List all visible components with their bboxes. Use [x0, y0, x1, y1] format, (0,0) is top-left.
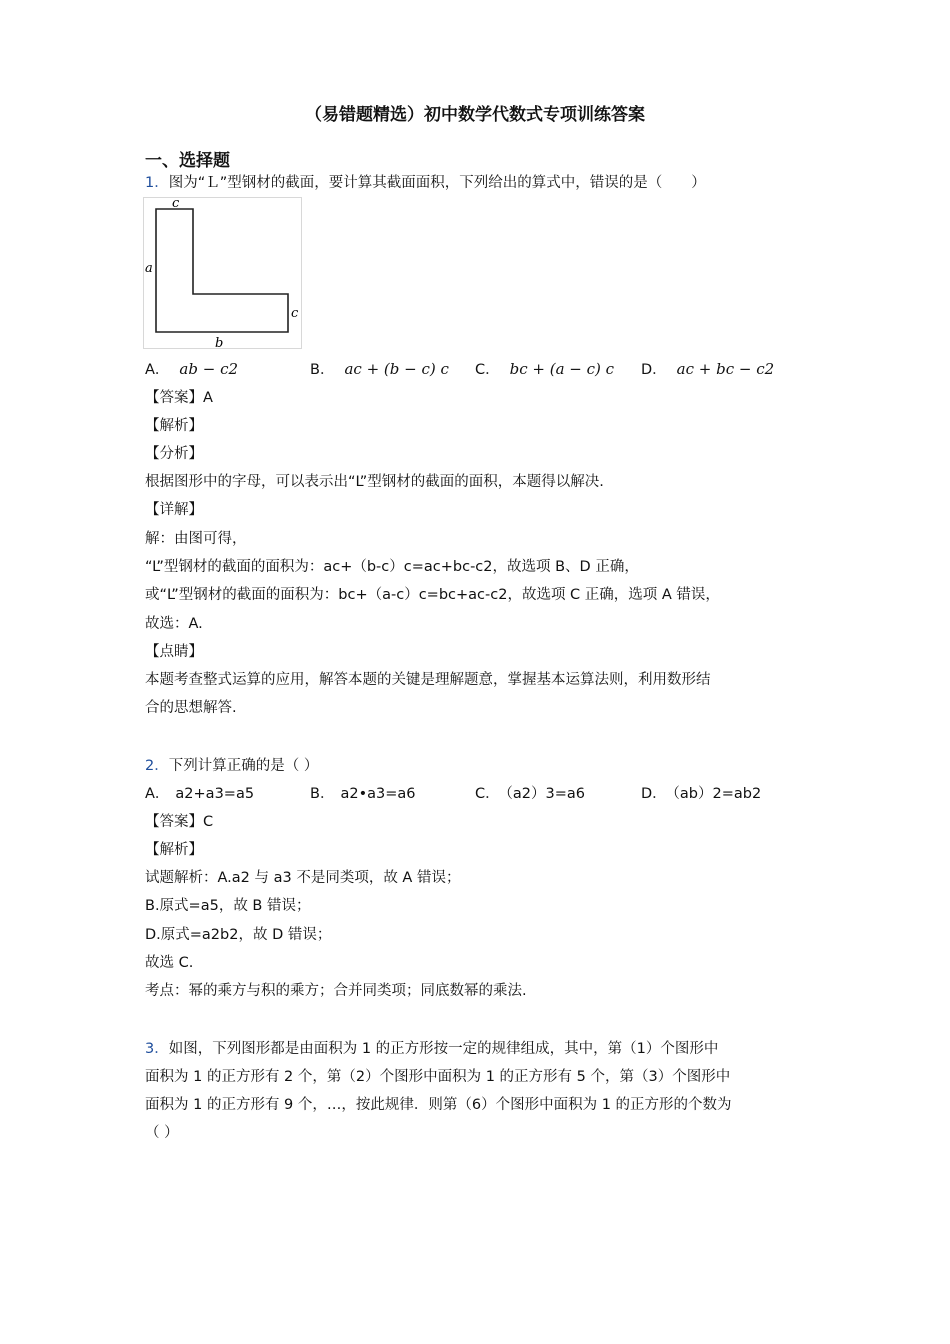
- option-expr: （a2）3=a6: [505, 786, 585, 802]
- option-label: C．: [475, 786, 500, 802]
- q3-line: （ ）: [145, 1125, 179, 1141]
- question-1: [145, 173, 706, 193]
- question-number: 3．: [145, 1041, 169, 1057]
- option-label: D．: [641, 362, 667, 378]
- l-shape-diagram: [144, 198, 301, 348]
- q1-option-d: [641, 359, 774, 380]
- q2-analysis-head: 【解析】: [145, 842, 203, 858]
- option-label: A．: [145, 362, 170, 378]
- q1-option-a: [145, 359, 238, 380]
- q3-line: 面积为 1 的正方形有 9 个，…，按此规律．则第（6）个图形中面积为 1 的正方形的个数为: [145, 1097, 732, 1113]
- option-expr: bc + (a − c) c: [509, 360, 615, 378]
- section-heading: 一、选择题: [145, 151, 230, 171]
- question-2: [145, 756, 318, 776]
- option-expr: a2+a3=a5: [175, 786, 255, 802]
- q2-answer: 【答案】C: [145, 814, 214, 830]
- q2-line: 考点：幂的乘方与积的乘方；合并同类项；同底数幂的乘法.: [145, 983, 527, 999]
- label-a: a: [145, 261, 153, 276]
- q1-analysis-head: 【解析】: [145, 418, 203, 434]
- q2-line: D.原式=a2b2，故 D 错误；: [145, 927, 332, 943]
- q1-option-c: [475, 359, 614, 380]
- question-text: 图为“Ｌ”型钢材的截面，要计算其截面面积，下列给出的算式中，错误的是（ ）: [168, 175, 706, 191]
- question-3: [145, 1039, 718, 1059]
- q2-line: 试题解析：A.a2 与 a3 不是同类项，故 A 错误；: [145, 870, 461, 886]
- option-label: C．: [475, 362, 500, 378]
- option-expr: a2•a3=a6: [340, 786, 416, 802]
- q1-answer: 【答案】A: [145, 390, 213, 406]
- q1-xiangjie-line: 故选：A.: [145, 616, 203, 632]
- q1-dianjing-head: 【点睛】: [145, 644, 203, 660]
- label-b: b: [215, 336, 224, 348]
- q1-xiangjie-line: “L”型钢材的截面的面积为：ac+（b-c）c=ac+bc-c2，故选项 B、D 正确，: [145, 559, 639, 575]
- q2-line: 故选 C.: [145, 955, 194, 971]
- q3-line: 面积为 1 的正方形有 2 个，第（2）个图形中面积为 1 的正方形有 5 个，第（3）个图形中: [145, 1069, 731, 1085]
- option-label: B．: [310, 786, 335, 802]
- question-number: 2．: [145, 758, 169, 774]
- q1-xiangjie-line: 解：由图可得，: [145, 531, 247, 547]
- q2-line: B.原式=a5，故 B 错误；: [145, 898, 311, 914]
- option-label: B．: [310, 362, 335, 378]
- option-label: D．: [641, 786, 667, 802]
- page-title: （易错题精选）初中数学代数式专项训练答案: [305, 105, 645, 125]
- q1-fenxi: 根据图形中的字母，可以表示出“L”型钢材的截面的面积，本题得以解决.: [145, 474, 604, 490]
- option-label: A．: [145, 786, 170, 802]
- q1-fenxi-head: 【分析】: [145, 446, 203, 462]
- l-shape-figure: [143, 197, 302, 349]
- question-text: 如图，下列图形都是由面积为 1 的正方形按一定的规律组成，其中，第（1）个图形中: [168, 1041, 719, 1057]
- q1-xiangjie-head: 【详解】: [145, 502, 203, 518]
- q1-xiangjie-line: 或“L”型钢材的截面的面积为：bc+（a-c）c=bc+ac-c2，故选项 C 正确，选项 A 错误，: [145, 587, 720, 603]
- question-number: 1．: [145, 175, 169, 191]
- l-shape-outline: [156, 209, 288, 332]
- label-c-top: c: [172, 198, 180, 211]
- q2-option-a: [145, 784, 254, 804]
- q1-dianjing-line: 合的思想解答.: [145, 700, 237, 716]
- q1-option-b: [310, 359, 449, 380]
- q2-option-b: [310, 784, 416, 804]
- option-expr: （ab）2=ab2: [672, 786, 762, 802]
- question-text: 下列计算正确的是（ ）: [168, 758, 319, 774]
- q2-option-c: [475, 784, 585, 804]
- q1-dianjing-line: 本题考查整式运算的应用，解答本题的关键是理解题意，掌握基本运算法则，利用数形结: [145, 672, 711, 688]
- label-c-right: c: [291, 306, 299, 321]
- option-expr: ac + bc − c2: [676, 360, 775, 378]
- option-expr: ab − c2: [179, 360, 239, 378]
- q2-option-d: [641, 784, 761, 804]
- option-expr: ac + (b − c) c: [344, 360, 449, 378]
